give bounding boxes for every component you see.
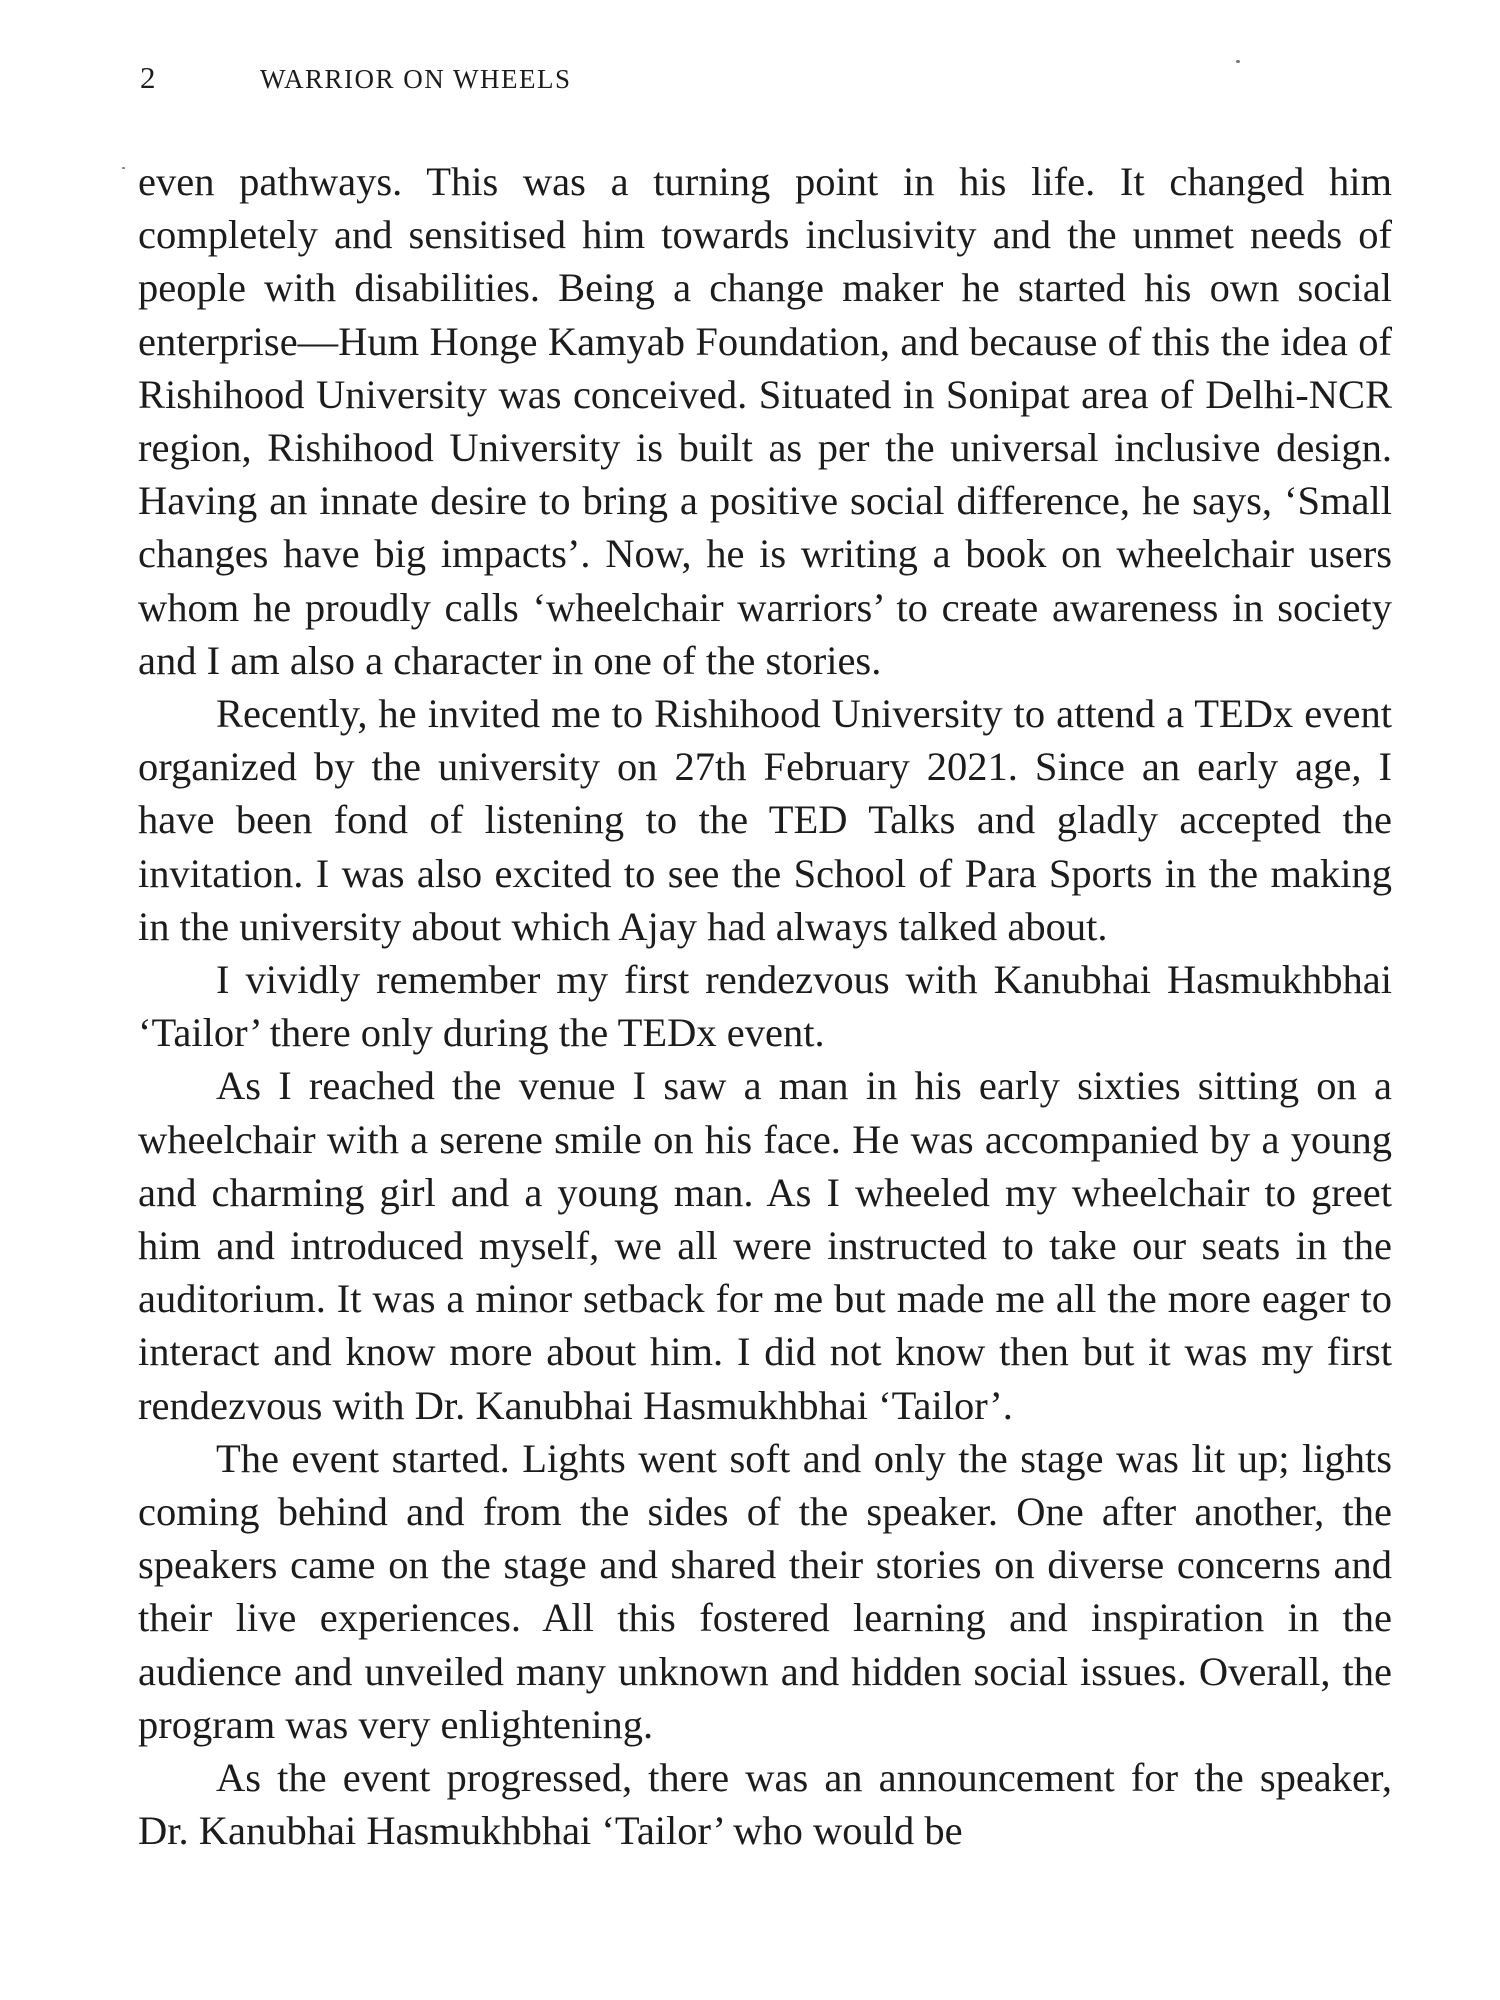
page-header — [140, 60, 572, 96]
page-number: 2 — [140, 60, 156, 95]
paragraph: I vividly remember my first rendezvous with Kanubhai Hasmukhbhai ‘Tailor’ there only during the TEDx event. — [138, 957, 1392, 1056]
print-speck — [1236, 60, 1240, 63]
paragraph: Recently, he invited me to Rishihood University to attend a TEDx event organized by the university on 27th February 2021. Since an early age, I have been fond of listening to the TED Talks and gladly accepted the invitation. I was also excited to see the School of Para Sports in the making in the university about which Ajay had always talked about. — [138, 691, 1392, 949]
print-speck — [122, 167, 125, 169]
running-head-title: WARRIOR ON WHEELS — [260, 64, 572, 94]
paragraph: even pathways. This was a turning point in his life. It changed him completely and sensitised him towards inclusivity and the unmet needs of people with disabilities. Being a change maker he started his own social enterprise—Hum Honge Kamyab Foundation, and because of this the idea of Rishihood University was conceived. Situated in Sonipat area of Delhi-NCR region, Rishihood University is built as per the universal inclusive design. Having an innate desire to bring a positive social difference, he says, ‘Small changes have big impacts’. Now, he is writing a book on wheelchair users whom he proudly calls ‘wheelchair warriors’ to create awareness in society and I am also a character in one of the stories. — [138, 159, 1392, 683]
paragraph: As I reached the venue I saw a man in his early sixties sitting on a wheelchair with a serene smile on his face. He was accompanied by a young and charming girl and a young man. As I wheeled my wheelchair to greet him and introduced myself, we all were instructed to take our seats in the auditorium. It was a minor setback for me but made me all the more eager to interact and know more about him. I did not know then but it was my first rendezvous with Dr. Kanubhai Hasmukhbhai ‘Tailor’. — [138, 1063, 1392, 1428]
paragraph: The event started. Lights went soft and only the stage was lit up; lights coming behind and from the sides of the speaker. One after another, the speakers came on the stage and shared their stories on diverse concerns and their live experiences. All this fostered learning and inspiration in the audience and unveiled many unknown and hidden social issues. Overall, the program was very enlightening. — [138, 1435, 1392, 1747]
body-text — [138, 155, 1392, 1858]
paragraph: As the event progressed, there was an announcement for the speaker, Dr. Kanubhai Hasmukhbhai ‘Tailor’ who would be — [138, 1755, 1392, 1854]
